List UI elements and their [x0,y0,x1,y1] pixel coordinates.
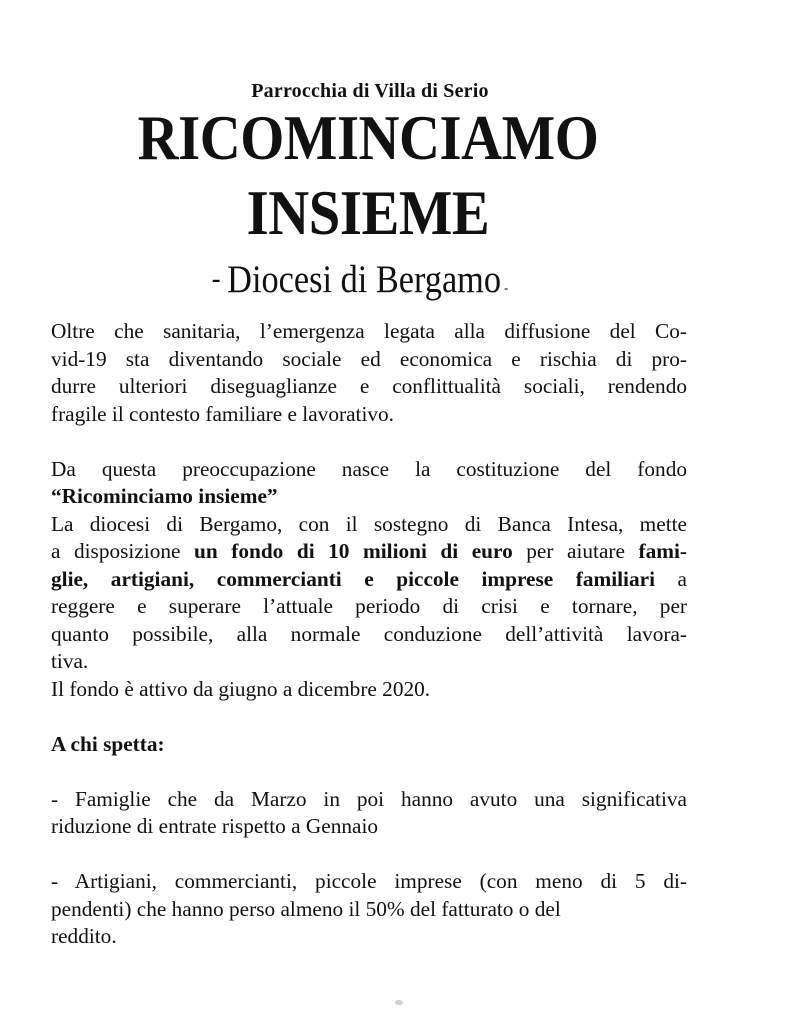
eligibility-item-families [51,786,687,841]
spacer [51,703,687,731]
paragraph-line: vid-19 sta diventando sociale ed economica e rischia di pro- [51,346,687,371]
fund-name-line [51,483,687,511]
eligibility-heading: A chi spetta: [51,731,165,756]
paragraph-fund [51,456,687,704]
beneficiaries-start: fami- [638,539,687,563]
paragraph-line: Da questa preoccupazione nasce la costituzione del fondo [51,456,687,481]
paragraph-line: reddito. [51,924,117,948]
paragraph-line: - Artigiani, commercianti, piccole imprese (con meno di 5 di- [51,869,687,893]
paper-speck [395,1000,403,1005]
paragraph-line: tiva. [51,649,89,673]
paragraph-line: - Famiglie che da Marzo in poi hanno avuto una significativa [51,786,687,811]
flyer-body [51,318,687,951]
paragraph-line: riduzione di entrate rispetto a Gennaio [51,814,379,838]
eligibility-item-businesses [51,868,687,951]
subtitle-text: Diocesi di Bergamo [227,258,502,301]
beneficiaries: glie, artigiani, commercianti e piccole imprese familiari [51,566,655,591]
spacer [51,428,687,456]
paragraph-line: La diocesi di Bergamo, con il sostegno di Banca Intesa, mette [51,511,687,536]
title-line-1: RICOMINCIAMO [137,103,599,173]
paragraph-line: durre ulteriori diseguaglianze e conflittualità sociali, rendendo [51,374,687,398]
paragraph-line: fragile il contesto familiare e lavorativo. [51,401,394,426]
fund-amount: un fondo di 10 milioni di euro [194,539,513,563]
paragraph-line: pendenti) che hanno perso almeno il 50% del fatturato o del [51,896,561,921]
paragraph-line: reggere e superare l’attuale periodo di crisi e tornare, per [51,594,687,618]
text-segment: a [655,566,687,591]
paragraph-line: Oltre che sanitaria, l’emergenza legata alla diffusione del Co- [51,319,687,343]
subtitle [43,258,677,310]
subtitle-prefix: - [211,262,228,295]
text-segment: a disposizione [51,539,195,563]
fund-name: “Ricominciamo insieme” [51,484,278,508]
paragraph-line: quanto possibile, alla normale conduzione dell’attività lavora- [51,621,687,646]
title-line-2: INSIEME [246,178,490,248]
text-segment: per aiutare [512,539,639,563]
subtitle-suffix: - [501,281,509,296]
paragraph-emergency [51,318,687,428]
spacer [51,758,687,786]
fund-period: Il fondo è attivo da giugno a dicembre 2020. [51,676,431,701]
spacer [51,841,687,869]
parish-header: Parrocchia di Villa di Serio [251,80,489,102]
paragraph-line-beneficiaries [51,566,687,594]
paragraph-line-fund-amount [51,538,687,566]
